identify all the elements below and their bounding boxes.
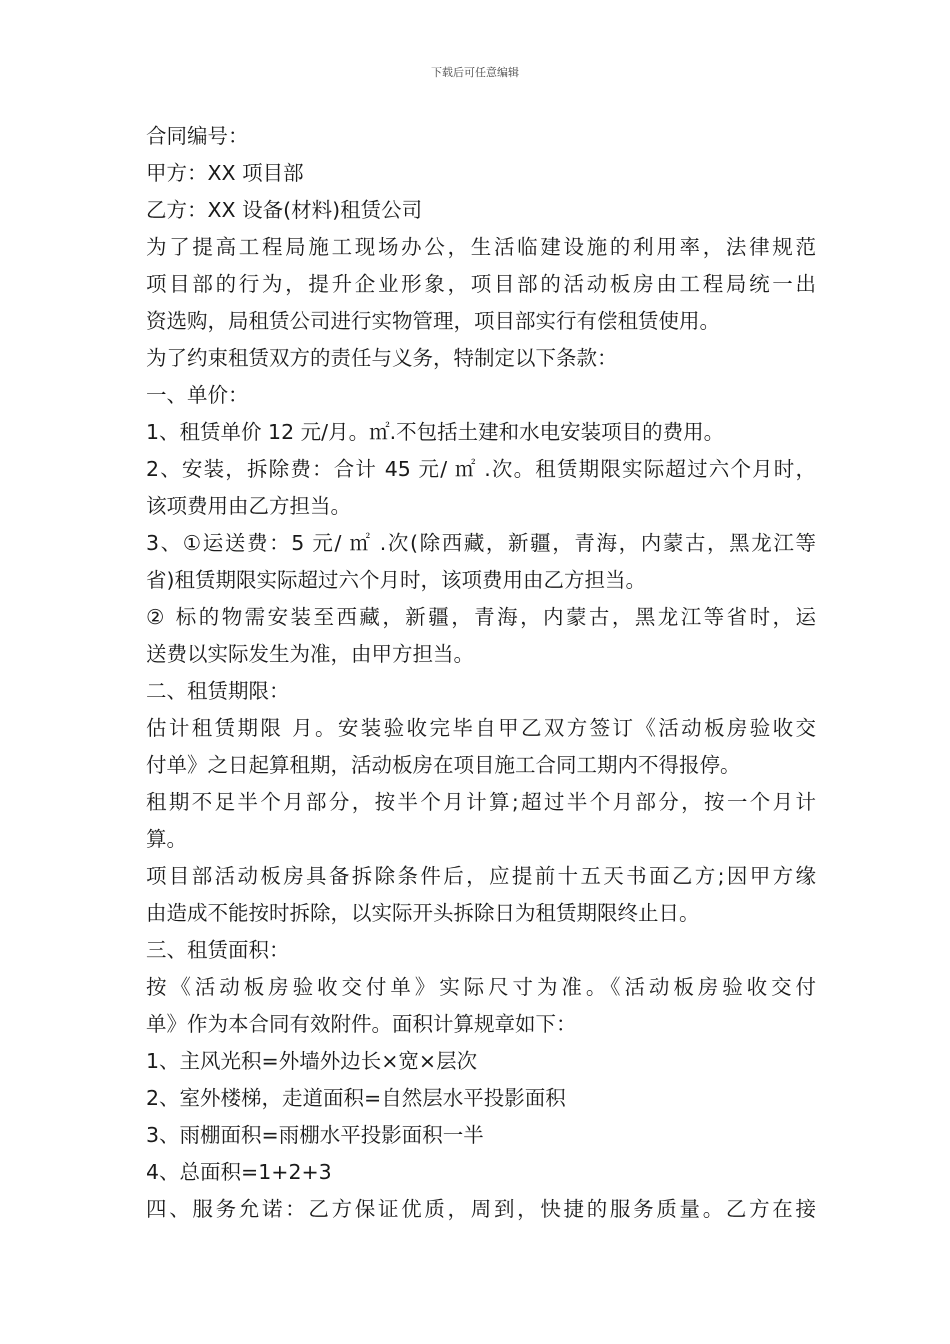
section-heading: 二、租赁期限： — [146, 679, 290, 703]
paragraph-line: 项目部的行为，提升企业形象，项目部的活动板房由工程局统一出 — [146, 272, 816, 296]
paragraph-line: 1、租赁单价 12 元/月。㎡.不包括土建和水电安装项目的费用。 — [146, 420, 725, 444]
paragraph-line: 为了提高工程局施工现场办公，生活临建设施的利用率，法律规范 — [146, 235, 816, 259]
paragraph-line: 省)租赁期限实际超过六个月时，该项费用由乙方担当。 — [146, 568, 646, 592]
list-item: 1、主风光积=外墙外边长×宽×层次 — [146, 1049, 478, 1073]
paragraph-line: 为了约束租赁双方的责任与义务，特制定以下条款： — [146, 346, 618, 370]
page-header: 下载后可任意编辑 — [431, 66, 519, 79]
section-heading: 三、租赁面积： — [146, 938, 290, 962]
paragraph-line: 付单》之日起算租期，活动板房在项目施工合同工期内不得报停。 — [146, 753, 741, 777]
paragraph-line: 按《活动板房验收交付单》实际尺寸为准。《活动板房验收交付 — [146, 975, 816, 999]
list-item: 4、总面积=1+2+3 — [146, 1160, 332, 1184]
paragraph-line: 由造成不能按时拆除，以实际开头拆除日为租赁期限终止日。 — [146, 901, 700, 925]
document-body — [146, 118, 816, 1228]
paragraph-line: 租期不足半个月部分，按半个月计算;超过半个月部分，按一个月计 — [146, 790, 816, 814]
paragraph-line: 单》作为本合同有效附件。面积计算规章如下： — [146, 1012, 577, 1036]
list-item: 2、室外楼梯，走道面积=自然层水平投影面积 — [146, 1086, 566, 1110]
list-item: 3、雨棚面积=雨棚水平投影面积一半 — [146, 1123, 484, 1147]
section-heading: 一、单价： — [146, 383, 249, 407]
contract-number-label: 合同编号： — [146, 124, 249, 148]
paragraph-line: 资选购，局租赁公司进行实物管理，项目部实行有偿租赁使用。 — [146, 309, 720, 333]
section-heading: 四、服务允诺：乙方保证优质，周到，快捷的服务质量。乙方在接 — [146, 1197, 816, 1221]
paragraph-line: 送费以实际发生为准，由甲方担当。 — [146, 642, 474, 666]
paragraph-line: 3、①运送费：5 元/ ㎡ .次(除西藏，新疆，青海，内蒙古，黑龙江等 — [146, 531, 816, 555]
paragraph-line: 2、安装，拆除费：合计 45 元/ ㎡ .次。租赁期限实际超过六个月时， — [146, 457, 816, 481]
paragraph-line: 该项费用由乙方担当。 — [146, 494, 351, 518]
paragraph-line: 算。 — [146, 827, 187, 851]
party-a-line: 甲方：XX 项目部 — [146, 161, 304, 185]
paragraph-line: ② 标的物需安装至西藏，新疆，青海，内蒙古，黑龙江等省时，运 — [146, 605, 816, 629]
party-b-line: 乙方：XX 设备(材料)租赁公司 — [146, 198, 423, 222]
paragraph-line: 估计租赁期限 月。安装验收完毕自甲乙双方签订《活动板房验收交 — [146, 716, 816, 740]
paragraph-line: 项目部活动板房具备拆除条件后，应提前十五天书面乙方;因甲方缘 — [146, 864, 816, 888]
